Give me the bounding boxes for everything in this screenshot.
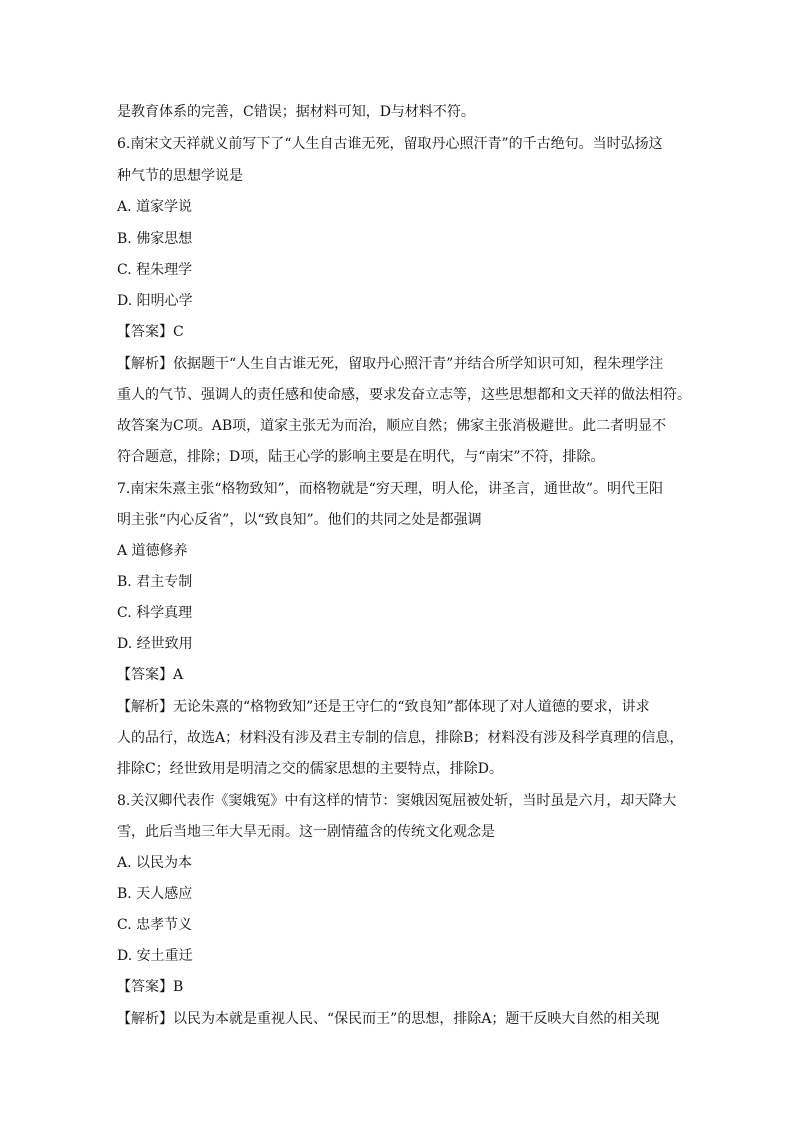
- option-a: A 道德修养: [117, 543, 188, 559]
- answer-line: 【答案】B: [117, 979, 184, 995]
- analysis-line: 【解析】以民为本就是重视人民、“保民而王”的思想，排除A；题干反映大自然的相关现: [117, 1011, 660, 1027]
- answer-line: 【答案】C: [117, 324, 184, 340]
- question-6-stem-line-1: 6.南宋文天祥就义前写下了“人生自古谁无死，留取丹心照汗青”的千古绝句。当时弘扬这: [117, 136, 663, 152]
- analysis-line: 故答案为C项。AB项，道家主张无为而治，顺应自然；佛家主张消极避世。此二者明显不: [117, 418, 667, 434]
- answer-line: 【答案】A: [117, 667, 184, 683]
- text-line: 是教育体系的完善，C错误；据材料可知，D与材料不符。: [117, 104, 475, 120]
- question-7-stem-line-2: 明主张“内心反省”，以“致良知”。他们的共同之处是都强调: [117, 512, 482, 528]
- option-d: D. 经世致用: [117, 636, 193, 652]
- option-a: A. 以民为本: [117, 855, 193, 871]
- analysis-line: 【解析】无论朱熹的“格物致知”还是王守仁的“致良知”都体现了对人道德的要求，讲求: [117, 699, 650, 715]
- question-6-stem-line-2: 种气节的思想学说是: [117, 168, 243, 184]
- question-8-stem-line-1: 8.关汉卿代表作《窦娥冤》中有这样的情节：窦娥因冤屈被处斩，当时虽是六月，却天降大: [117, 793, 677, 809]
- analysis-line: 【解析】依据题干“人生自古谁无死，留取丹心照汗青”并结合所学知识可知，程朱理学注: [117, 356, 664, 372]
- analysis-line: 人的品行，故选A；材料没有涉及君主专制的信息，排除B；材料没有涉及科学真理的信息，: [117, 730, 684, 746]
- option-b: B. 佛家思想: [117, 231, 193, 247]
- option-c: C. 忠孝节义: [117, 917, 193, 933]
- option-a: A. 道家学说: [117, 199, 193, 215]
- option-d: D. 安土重迁: [117, 948, 193, 964]
- analysis-line: 符合题意，排除；D项，陆王心学的影响主要是在明代，与“南宋”不符，排除。: [117, 449, 605, 465]
- analysis-line: 排除C；经世致用是明清之交的儒家思想的主要特点，排除D。: [117, 761, 503, 777]
- option-c: C. 程朱理学: [117, 262, 193, 278]
- option-d: D. 阳明心学: [117, 293, 193, 309]
- question-8-stem-line-2: 雪，此后当地三年大旱无雨。这一剧情蕴含的传统文化观念是: [117, 824, 495, 840]
- option-b: B. 君主专制: [117, 574, 193, 590]
- question-7-stem-line-1: 7.南宋朱熹主张“格物致知”，而格物就是“穷天理，明人伦，讲圣言，通世故”。明代王阳: [117, 481, 663, 497]
- option-b: B. 天人感应: [117, 886, 193, 902]
- option-c: C. 科学真理: [117, 605, 193, 621]
- analysis-line: 重人的气节、强调人的责任感和使命感，要求发奋立志等，这些思想都和文天祥的做法相符。: [117, 387, 691, 403]
